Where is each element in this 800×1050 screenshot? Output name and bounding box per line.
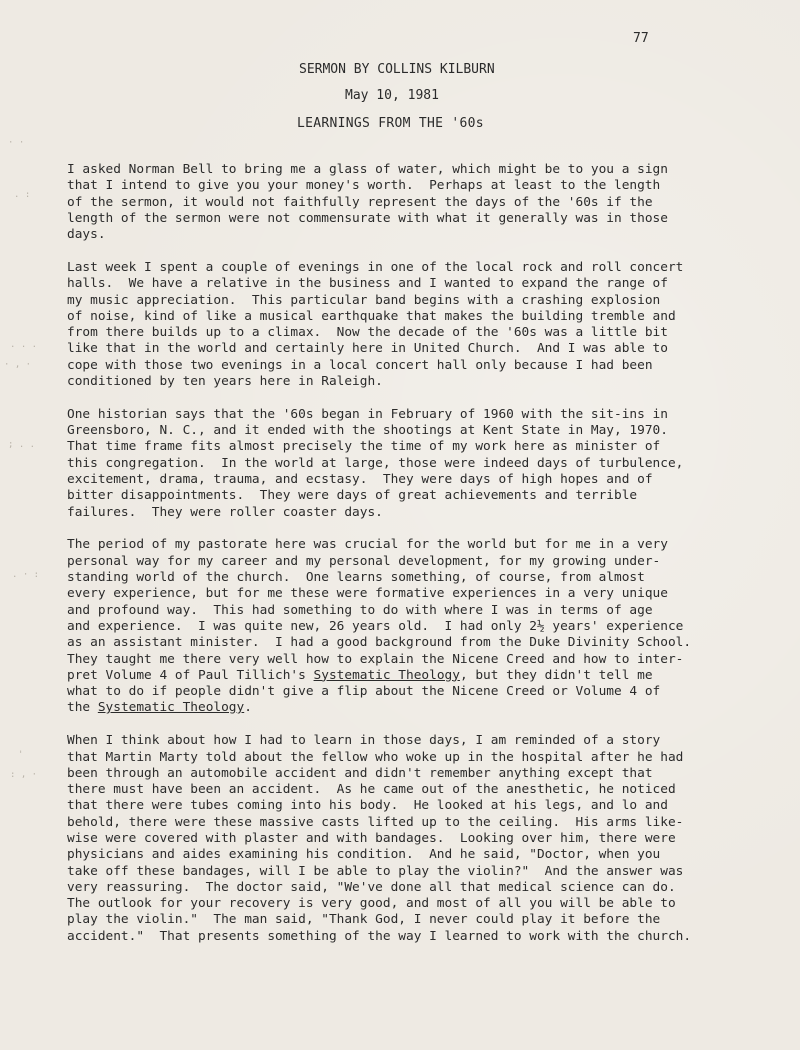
text-line: there must have been an accident. As he came out of the anesthetic, he noticed	[67, 782, 676, 798]
text-line: this congregation. In the world at large, those were indeed days of turbulence,	[67, 455, 684, 471]
text-line: like that in the world and certainly here in United Church. And I was able to	[67, 341, 668, 357]
text-line: cope with those two evenings in a local concert hall only because I had been	[67, 357, 653, 373]
underlined-book-title: Systematic Theology	[313, 667, 460, 683]
text-line: that Martin Marty told about the fellow who woke up in the hospital after he had	[67, 749, 684, 765]
sermon-body	[67, 162, 747, 962]
text-line: from there builds up to a climax. Now the decade of the '60s was a little bit	[67, 325, 668, 341]
sermon-subtitle: LEARNINGS FROM THE '60s	[297, 116, 484, 131]
text-line: take off these bandages, will I be able to play the violin?" And the answer was	[67, 863, 684, 879]
text-line: and experience. I was quite new, 26 years old. I had only 2½ years' experience	[67, 618, 684, 634]
text-line: behold, there were these massive casts lifted up to the ceiling. His arms like-	[67, 814, 684, 830]
paragraph-1	[67, 162, 747, 243]
text-line: That time frame fits almost precisely the time of my work here as minister of	[67, 439, 661, 455]
text-line: very reassuring. The doctor said, "We've done all that medical science can do.	[67, 879, 676, 895]
paragraph-2	[67, 260, 747, 390]
paragraph-3	[67, 407, 747, 521]
text-segment: the	[67, 700, 98, 716]
text-line-with-underline	[67, 668, 747, 684]
text-line: When I think about how I had to learn in those days, I am reminded of a story	[67, 733, 661, 749]
text-line: that I intend to give you your money's worth. Perhaps at least to the length	[67, 178, 661, 194]
text-line-with-underline	[67, 700, 747, 716]
text-line: length of the sermon were not commensurate with what it generally was in those	[67, 210, 668, 226]
paragraph-5	[67, 733, 747, 945]
text-segment: pret Volume 4 of Paul Tillich's	[67, 667, 314, 683]
paragraph-4	[67, 537, 747, 716]
text-line: my music appreciation. This particular band begins with a crashing explosion	[67, 292, 661, 308]
text-line: personal way for my career and my personal development, for my growing under-	[67, 553, 661, 569]
text-line: that there were tubes coming into his body. He looked at his legs, and lo and	[67, 798, 668, 814]
text-line: of noise, kind of like a musical earthquake that makes the building tremble and	[67, 308, 676, 324]
text-segment: .	[244, 700, 252, 716]
text-line: physicians and aides examining his condition. And he said, "Doctor, when you	[67, 847, 661, 863]
text-line: excitement, drama, trauma, and ecstasy. They were days of high hopes and of	[67, 472, 653, 488]
text-line: One historian says that the '60s began in February of 1960 with the sit-ins in	[67, 406, 668, 422]
text-line: Greensboro, N. C., and it ended with the shootings at Kent State in May, 1970.	[67, 423, 668, 439]
page-number: 77	[633, 31, 649, 46]
text-line: wise were covered with plaster and with bandages. Looking over him, there were	[67, 830, 676, 846]
text-segment: , but they didn't tell me	[459, 667, 653, 683]
text-line: been through an automobile accident and didn't remember anything except that	[67, 765, 653, 781]
text-line: play the violin." The man said, "Thank God, I never could play it before the	[67, 912, 661, 928]
text-line: Last week I spent a couple of evenings in one of the local rock and roll concert	[67, 259, 684, 275]
text-line: failures. They were roller coaster days.	[67, 504, 383, 520]
text-line: standing world of the church. One learns something, of course, from almost	[67, 570, 645, 586]
text-line: of the sermon, it would not faithfully represent the days of the '60s if the	[67, 194, 653, 210]
text-line: conditioned by ten years here in Raleigh.	[67, 374, 383, 390]
text-line: as an assistant minister. I had a good background from the Duke Divinity School.	[67, 635, 692, 651]
margin-bleed-marks: · · . : . . . · , · ; . . . · : ' : , ·	[4, 138, 40, 780]
text-line: The period of my pastorate here was crucial for the world but for me in a very	[67, 537, 668, 553]
sermon-title: SERMON BY COLLINS KILBURN	[299, 62, 495, 77]
text-line: days.	[67, 227, 106, 243]
text-line: accident." That presents something of the way I learned to work with the church.	[67, 928, 692, 944]
text-line: The outlook for your recovery is very good, and most of all you will be able to	[67, 896, 676, 912]
text-line: and profound way. This had something to do with where I was in terms of age	[67, 602, 653, 618]
sermon-date: May 10, 1981	[345, 88, 439, 103]
underlined-book-title: Systematic Theology	[97, 700, 245, 716]
text-line: They taught me there very well how to explain the Nicene Creed and how to inter-	[67, 651, 684, 667]
text-line: halls. We have a relative in the business and I wanted to expand the range of	[67, 276, 668, 292]
text-line: what to do if people didn't give a flip about the Nicene Creed or Volume 4 of	[67, 684, 661, 700]
text-line: I asked Norman Bell to bring me a glass of water, which might be to you a sign	[67, 162, 668, 177]
text-line: every experience, but for me these were formative experiences in a very unique	[67, 586, 668, 602]
text-line: bitter disappointments. They were days of great achievements and terrible	[67, 488, 638, 504]
